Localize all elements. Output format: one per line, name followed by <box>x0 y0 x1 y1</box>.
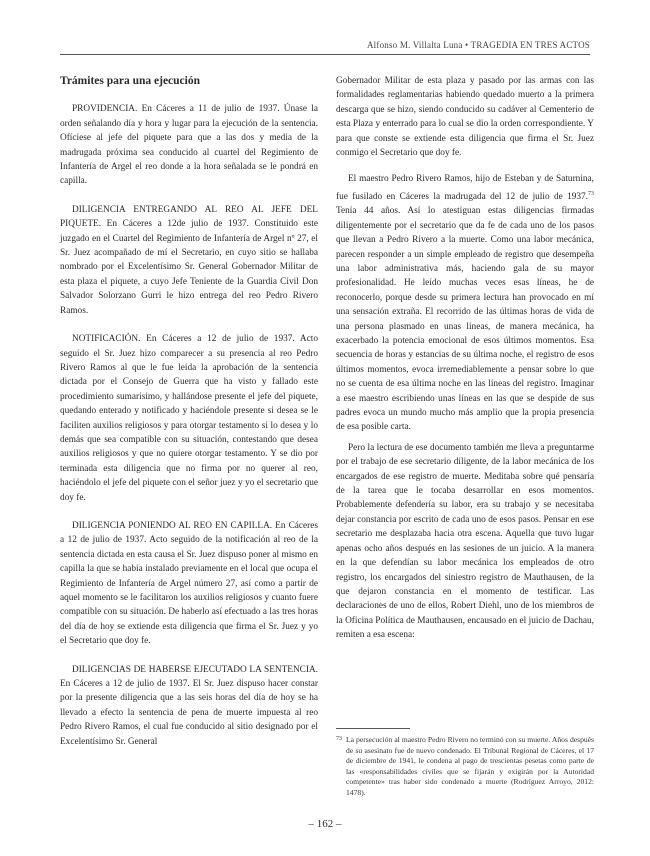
paragraph-diligencias-ejecutado: DILIGENCIAS DE HABERSE EJECUTADO LA SENTENCIA. En Cáceres a 12 de julio de 1937. El Sr. Juez dispuso hacer constar por la presente diligencia que a las seis horas del día de hoy se ha llevado a efecto la sentencia de pena de muerte impuesta al reo Pedro Rivero Ramos, el cual fue conducido al sitio designado por el Excelentísimo Sr. General <box>60 664 318 747</box>
paragraph-diligencia-capilla: DILIGENCIA PONIENDO AL REO EN CAPILLA. En Cáceres a 12 de julio de 1937. Acto seguido de la notificación al reo de la sentencia dictada en esta causa el Sr. Juez dispuso poner al mismo en capilla la que se había instalado previamente en el local que ocupa el Regimiento de Infantería de Argel número 27, así como a partir de aquel momento se le facilitaron los auxilios religiosos y cuanto fuere compatible con su situación. De haberlo así efectuado a las tres horas del día de hoy se extiende esta diligencia que firma el Sr. Juez y yo el Secretario que doy fe. <box>60 520 318 647</box>
paragraph-diligencia-entregando: DILIGENCIA ENTREGANDO AL REO AL JEFE DEL PIQUETE. En Cáceres a 12de julio de 1937. Constituido este juzgado en el Cuartel del Regimiento de Infantería de Argel nº 27, el Sr. Juez acompañado de mí el Secretario, en cuyo sitio se hallaba nombrado por el Excelentísimo Sr. General Gobernador Militar de esta plaza el piquete, a cuyo Jefe Teniente de la Guardia Civil Don Salvador Solorzano Gurri le hizo entrega del reo Pedro Rivero Ramos. <box>60 204 318 316</box>
section-title: Trámites para una ejecución <box>60 75 201 87</box>
footnote-text: La persecución al maestro Pedro Rivero no terminó con su muerte. Años después de su asesinato fue de nuevo condenado. El Tribunal Regional de Cáceres, el 17 de diciembre de 1941, le condena al pago de trescientas pesetas como parte de las «responsabilidades civiles que se fijarán y exigirán por la Autoridad competente» tras haber sido condenado a muerte (Rodríguez Arroyo, 2012: 1478). <box>346 735 594 797</box>
footnote-divider <box>336 728 410 729</box>
paragraph-notificacion: NOTIFICACIÓN. En Cáceres a 12 de julio de 1937. Acto seguido el Sr. Juez hizo comparecer a su presencia al reo Pedro Rivero Ramos al que le fue leída la aprobación de la sentencia dictada por el Consejo de Guerra que ha visto y fallado este procedimiento sumarísimo, y hallándose presente el jefe del piquete, quedando enterado y notificado y haciéndole presente si desea se le faciliten auxilios religiosos y para otorgar testamento si lo desea y lo demás que sea compatible con su situación, contestando que desea auxilios religiosos y que no quiere otorgar testamento. Y se dio por terminada esta diligencia que no firma por no querer al reo, haciéndolo el jefe del piquete con el señor juez y yo el secretario que doy fe. <box>60 334 318 503</box>
running-header: Alfonso M. Villalta Luna • TRAGEDIA EN TRES ACTOS <box>60 40 590 55</box>
footnote-number: 73 <box>336 736 342 742</box>
page-number: – 162 – <box>308 818 342 830</box>
footnote <box>336 735 594 799</box>
paragraph-pedro-rivero <box>336 172 594 434</box>
paragraph-text: El maestro Pedro Rivero Ramos, hijo de Esteban y de Saturnina, fue fusilado en Cáceres la madrugada del 12 de julio de 1937. <box>336 174 594 202</box>
paragraph-secretario: Pero la lectura de ese documento también me lleva a preguntarme por el trabajo de ese secretario diligente, de la labor mecánica de los encargados de ese registro de muerte. Meditaba sobre qué pensaría de la tarea que le tocaba desarrollar en esos momentos. Probablemente defendería su labor, era su trabajo y se necesitaba dejar constancia por escrito de cada uno de esos pasos. Pensar en ese secretario me desplazaba hacia otra escena. Aquella que tuvo lugar apenas ocho años después en las sesiones de un juicio. A la manera en la que defendían su labor mecánica los empleados de otro registro, los encargados del siniestro registro de Mauthausen, de la que dejaron constancia en el momento de testificar. Las declaraciones de uno de ellos, Robert Diehl, uno de los miembros de la Oficina Política de Mauthausen, encausado en el juicio de Dachau, remiten a esa escena: <box>336 442 594 641</box>
footnote-reference[interactable]: 73 <box>588 190 594 197</box>
right-column <box>336 74 594 643</box>
left-column <box>60 74 318 763</box>
paragraph-providencia: PROVIDENCIA. En Cáceres a 11 de julio de 1937. Únase la orden señalando día y hora y lugar para la ejecución de la sentencia. Ofíciese al jefe del piquete para que a las dos y media de la madrugada próxima sea conducido al cuartel del Regimiento de Infantería de Argel el reo donde a la hora señalada se le pondrá en capilla. <box>60 104 318 187</box>
paragraph-text: Tenía 44 años. Así lo atestiguan estas diligencias firmadas diligentemente por el secretario que da fe de cada uno de los pasos que llevan a Pedro Rivero a la muerte. Como una labor mecánica, parecen responder a un simple empleado de registro que desempeña una labor administrativa más, haciendo gala de su mayor profesionalidad. He leído muchas veces esas líneas, he de reconocerlo, porque desde su primera lectura han provocado en mí una sensación extraña. El recorrido de las últimas horas de vida de una persona plasmado en unas líneas, de manera mecánica, ha exacerbado la potencia emocional de esos últimos momentos. Esa secuencia de horas y estancias de su última noche, el registro de esos últimos momentos, evoca irremediablemente a pensar sobre lo que no se cuenta de esa última noche en las líneas del registro. Imaginar a ese maestro escribiendo unas líneas en las que se despide de sus padres evoca un mundo mucho más amplio que la propia presencia de esa posible carta. <box>336 206 594 433</box>
paragraph-continuation: Gobernador Militar de esta plaza y pasado por las armas con las formalidades reglamentarias habiendo quedado muerto a la primera descarga que se hizo, siendo conducido su cadáver al Cementerio de esta Plaza y enterrado para lo cual se dio la orden correspondiente. Y para que conste se extiende esta diligencia que firma el Sr. Juez conmigo el Secretario que doy fe. <box>336 76 594 159</box>
